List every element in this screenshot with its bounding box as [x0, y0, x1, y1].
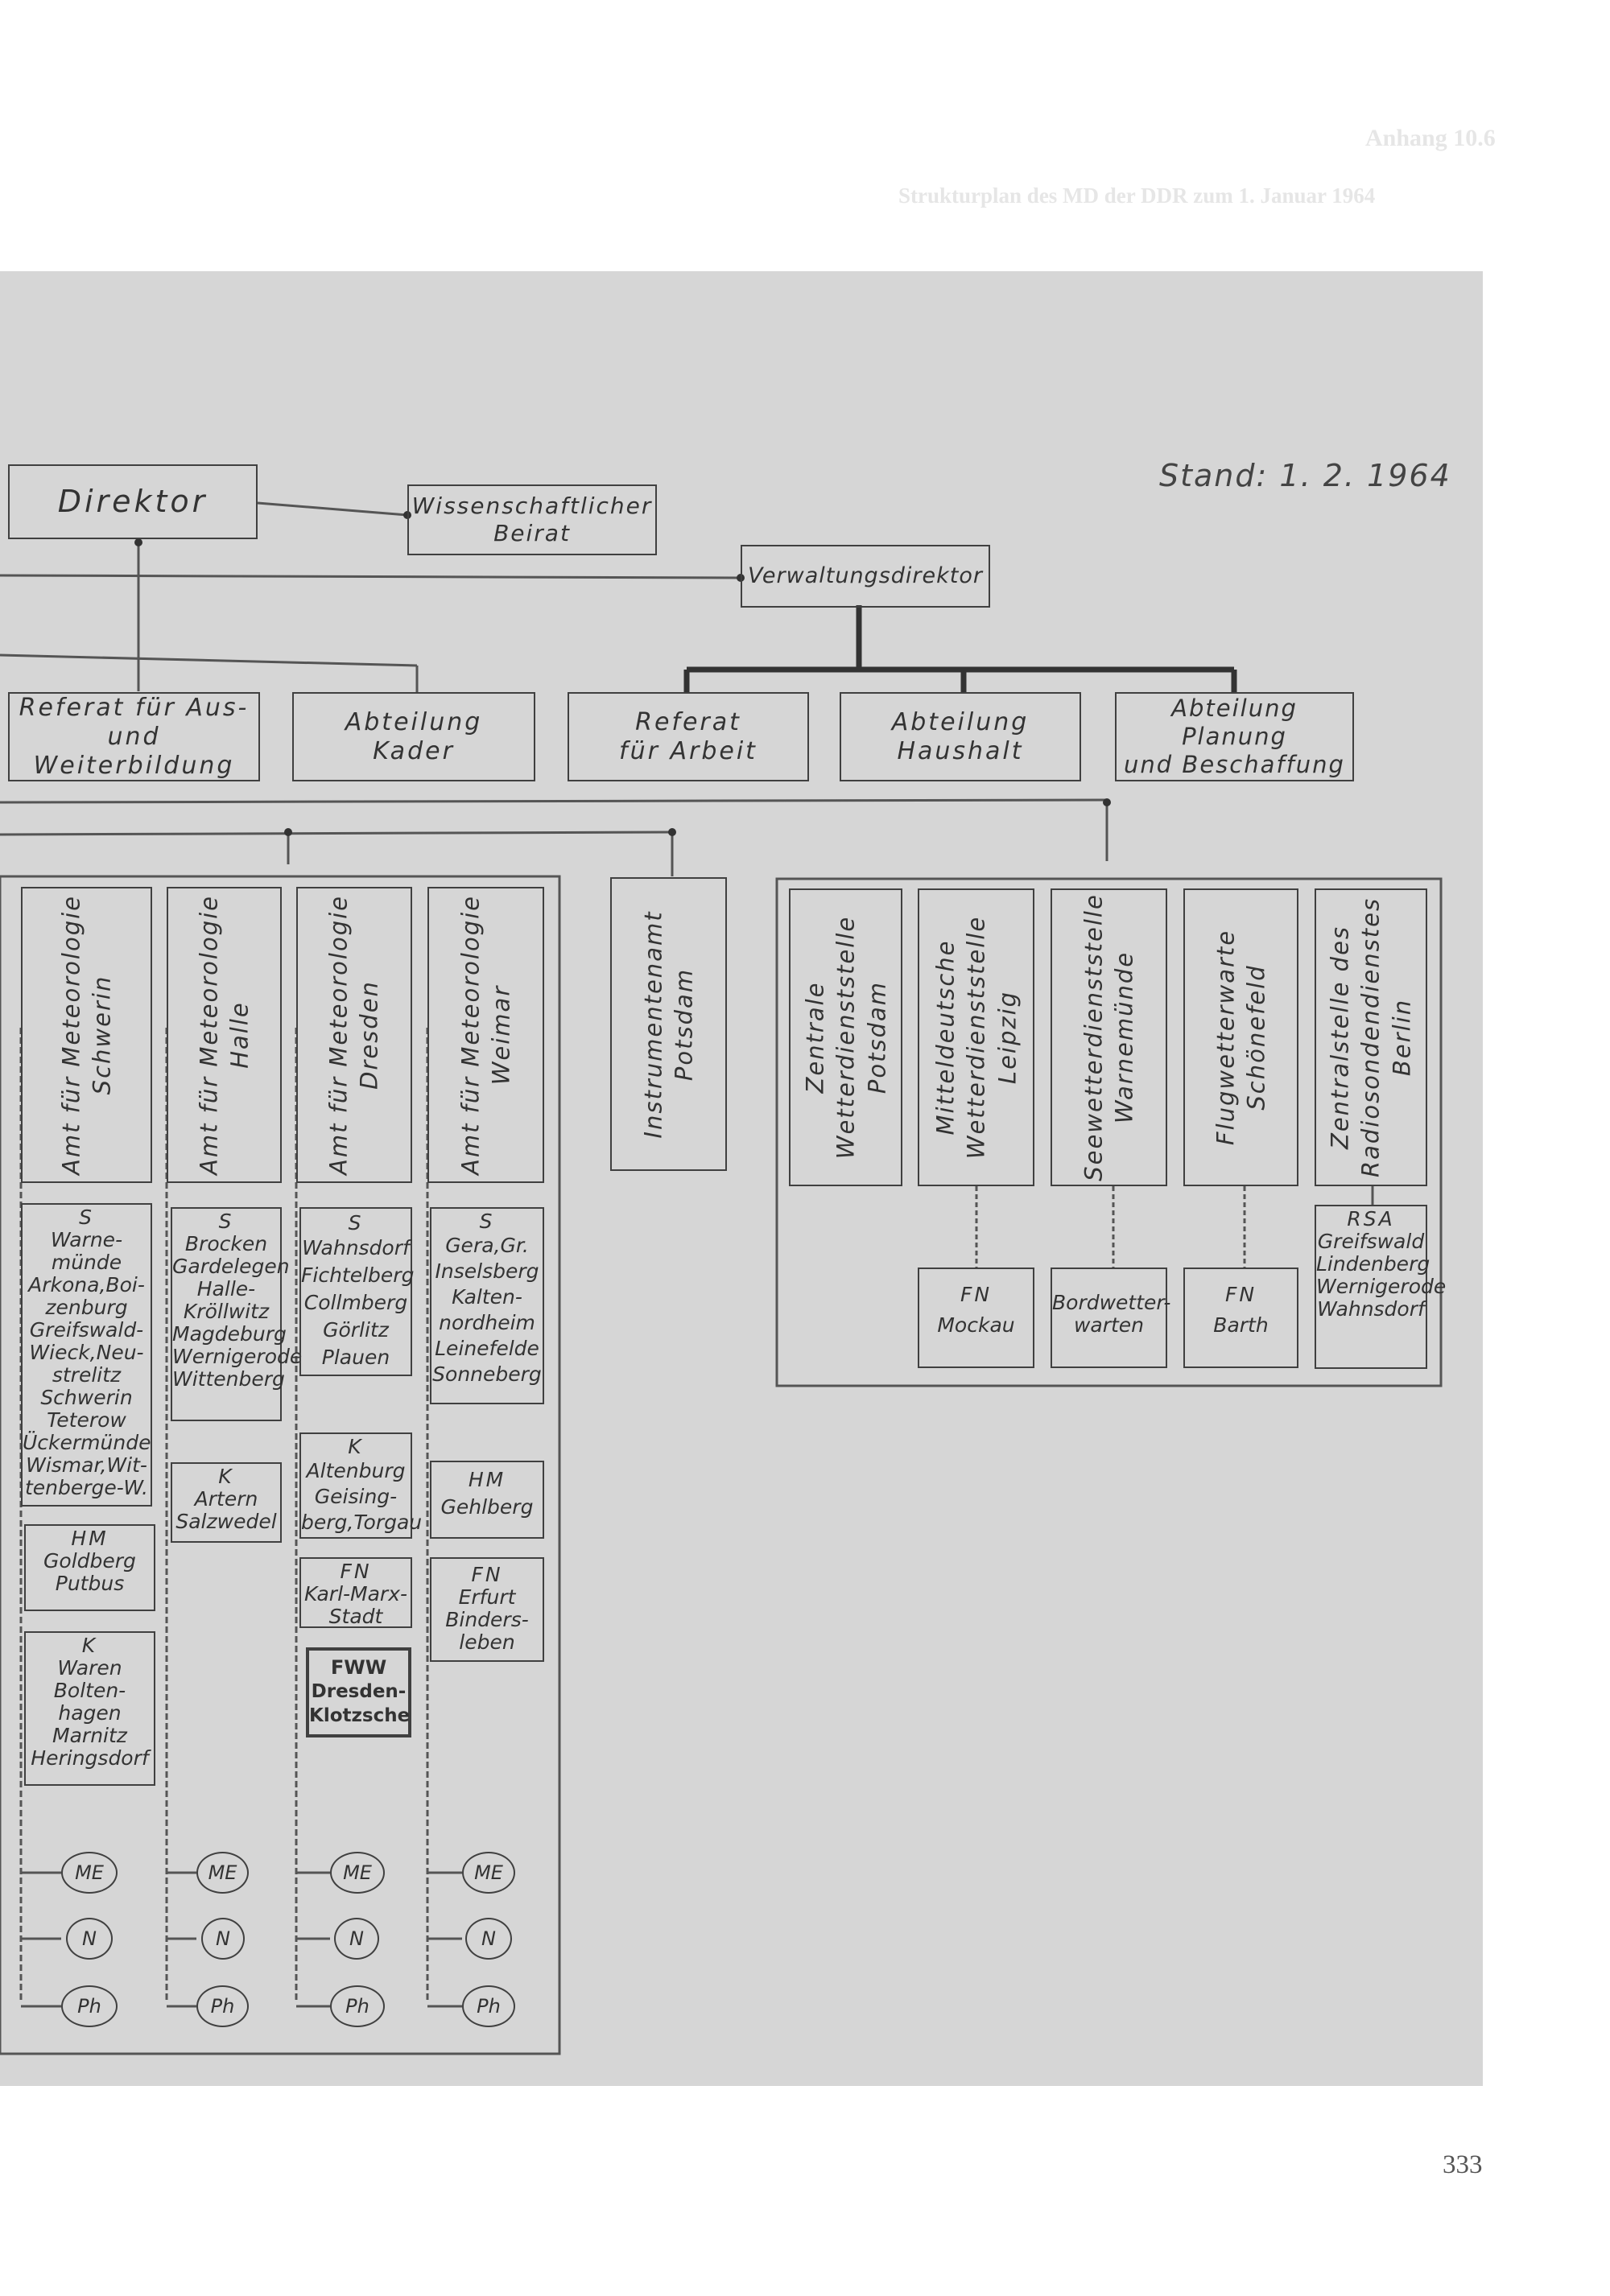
amt-halle: Amt für Meteorologie Halle: [167, 887, 282, 1183]
dresden-k-list: K Altenburg Geising- berg,Torgau: [299, 1432, 412, 1539]
schwerin-s-list: S Warne- münde Arkona,Boi- zenburg Greifswald- Wieck,Neu- strelitz Schwerin Teterow Ückermünde Wismar,Wit- tenberge-W.: [21, 1203, 152, 1507]
circle-n: N: [66, 1918, 113, 1960]
dresden-fww-box: FWW Dresden- Klotzsche: [306, 1647, 411, 1737]
amt-weimar: Amt für Meteorologie Weimar: [427, 887, 544, 1183]
department-haushalt: Abteilung Haushalt: [840, 692, 1081, 781]
beirat-box: Wissenschaftlicher Beirat: [407, 484, 657, 555]
station-barth: FN Barth: [1183, 1268, 1298, 1368]
circle-me: ME: [61, 1852, 118, 1894]
schwerin-k-list: K Waren Bolten- hagen Marnitz Heringsdorf: [24, 1631, 155, 1786]
weimar-s-list: S Gera,Gr. Inselsberg Kalten- nordheim Leinefelde Sonneberg: [430, 1207, 544, 1404]
appendix-label: Anhang 10.6: [1365, 125, 1496, 151]
appendix-title: Strukturplan des MD der DDR zum 1. Januar 1964: [898, 183, 1376, 208]
zentral-leipzig: Mitteldeutsche Wetterdienststelle Leipzig: [918, 888, 1034, 1186]
weimar-fn-list: FN Erfurt Binders- leben: [430, 1557, 544, 1662]
director-box: Direktor: [8, 464, 258, 539]
station-bordwetterwarten: Bordwetter- warten: [1051, 1268, 1167, 1368]
dresden-fn-list: FN Karl-Marx- Stadt: [299, 1557, 412, 1628]
circle-n: N: [465, 1918, 512, 1960]
circle-n: N: [201, 1918, 245, 1960]
circle-ph: Ph: [462, 1985, 515, 2027]
circle-n: N: [334, 1918, 379, 1960]
circle-me: ME: [462, 1852, 515, 1894]
zentral-berlin: Zentralstelle des Radiosondendienstes Berlin: [1315, 888, 1427, 1186]
zentral-potsdam: Zentrale Wetterdienststelle Potsdam: [789, 888, 902, 1186]
station-mockau: FN Mockau: [918, 1268, 1034, 1368]
circle-me: ME: [330, 1852, 385, 1894]
circle-me: ME: [196, 1852, 249, 1894]
station-rsa: RSA Greifswald Lindenberg Wernigerode Wahnsdorf: [1315, 1205, 1427, 1369]
circle-ph: Ph: [196, 1985, 249, 2027]
instrumentenamt-box: Instrumentenamt Potsdam: [610, 877, 727, 1171]
halle-k-list: K Artern Salzwedel: [171, 1462, 282, 1543]
page-number: 333: [1443, 2150, 1483, 2179]
circle-ph: Ph: [330, 1985, 385, 2027]
verwaltungsdirektor-box: Verwaltungsdirektor: [741, 545, 990, 608]
org-chart-plate: [0, 271, 1483, 2086]
department-referat-aus: Referat für Aus- und Weiterbildung: [8, 692, 260, 781]
department-referat-arbeit: Referat für Arbeit: [568, 692, 809, 781]
zentral-warnemuende: Seewetterdienststelle Warnemünde: [1051, 888, 1167, 1186]
department-planung: Abteilung Planung und Beschaffung: [1115, 692, 1354, 781]
circle-ph: Ph: [61, 1985, 118, 2027]
date-note: Stand: 1. 2. 1964: [1159, 458, 1451, 493]
dresden-s-list: S Wahnsdorf Fichtelberg Collmberg Görlitz Plauen: [299, 1207, 412, 1376]
schwerin-hm-list: HM Goldberg Putbus: [24, 1524, 155, 1611]
amt-schwerin: Amt für Meteorologie Schwerin: [21, 887, 152, 1183]
amt-dresden: Amt für Meteorologie Dresden: [296, 887, 412, 1183]
zentral-schoenefeld: Flugwetterwarte Schönefeld: [1183, 888, 1298, 1186]
halle-s-list: S Brocken Gardelegen Halle- Kröllwitz Magdeburg Wernigerode Wittenberg: [171, 1207, 282, 1421]
weimar-hm-list: HM Gehlberg: [430, 1461, 544, 1539]
department-kader: Abteilung Kader: [292, 692, 535, 781]
